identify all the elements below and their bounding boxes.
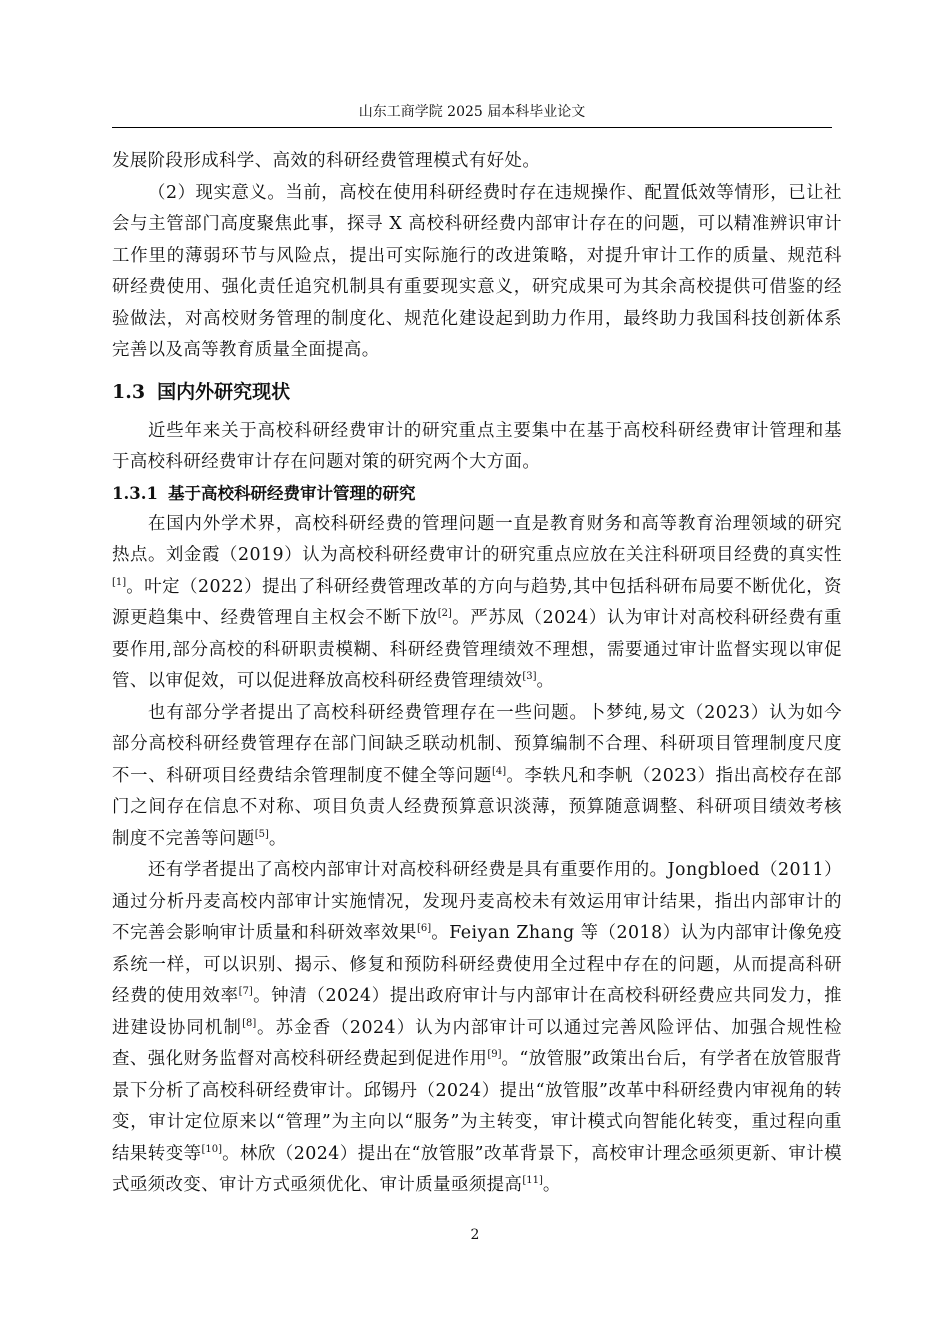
citation-ref: [1] [112, 576, 127, 588]
citation-ref: [11] [522, 1175, 543, 1187]
text-run: 在国内外学术界，高校科研经费的管理问题一直是教育财务和高等教育治理领域的研究热点。刘金霞（2019）认为高校科研经费审计的研究重点应放在关注科研项目经费的真实性 [112, 513, 842, 565]
section-title: 国内外研究现状 [157, 380, 291, 403]
section-heading [112, 374, 842, 410]
text-run: 。钟清（2024）提出政府审计与内部审计在高校科研经费应共同发力，推进建设协同机制 [112, 986, 843, 1038]
text-run: 。苏金香（2024）认为内部审计可以通过完善风险评估、加强合规性检查、强化财务监督对高校科研经费起到促进作用 [112, 1017, 842, 1069]
text-run: 也有部分学者提出了高校科研经费管理存在一些问题。卜梦纯,易文（2023）认为如今部分高校科研经费管理存在部门间缺乏联动机制、预算编制不合理、科研项目管理制度尺度不一、科研项目经费结余管理制度不健全等问题 [112, 702, 842, 786]
citation-ref: [5] [254, 828, 269, 840]
citation-ref: [3] [522, 671, 537, 683]
page-number: 2 [470, 1227, 480, 1243]
body-text [112, 146, 842, 1202]
citation-ref: [2] [437, 608, 452, 620]
text-run: 。 [542, 1175, 561, 1195]
citation-ref: [10] [201, 1143, 223, 1155]
text-run: 。林欣（2024）提出在“放管服”改革背景下，高校审计理念亟须更新、审计模式亟须改变、审计方式亟须优化、审计质量亟须提高 [112, 1143, 842, 1195]
text-run: 。Feiyan Zhang 等（2018）认为内部审计像免疫系统一样，可以识别、揭示、修复和预防科研经费使用全过程中存在的问题，从而提高科研经费的使用效率 [112, 923, 842, 1006]
section-number: 1.3 [112, 380, 146, 403]
text-run: 。叶定（2022）提出了科研经费管理改革的方向与趋势,其中包括科研布局要不断优化，资源更趋集中、经费管理自主权会不断下放 [112, 576, 842, 628]
header-rule [112, 127, 832, 128]
text-run: 。 [536, 671, 555, 691]
text-run: 还有学者提出了高校内部审计对高校科研经费是具有重要作用的。Jongbloed（2011）通过分析丹麦高校内部审计实施情况，发现丹麦高校未有效运用审计结果，指出内部审计的不完善会影响审计质量和科研效率效果 [112, 860, 842, 943]
citation-ref: [7] [238, 986, 253, 998]
running-header: 山东工商学院 2025 届本科毕业论文 [358, 104, 586, 120]
citation-ref: [6] [416, 923, 432, 935]
text-run: 。严苏凤（2024）认为审计对高校科研经费有重要作用,部分高校的科研职责模糊、科研经费管理绩效不理想，需要通过审计监督实现以审促管、以审促效，可以促进释放高校科研经费管理绩效 [112, 608, 842, 691]
citation-ref: [4] [492, 765, 507, 777]
paragraph-continuation: 发展阶段形成科学、高效的科研经费管理模式有好处。 [112, 151, 541, 171]
citation-ref: [9] [487, 1049, 502, 1061]
subsection-title: 基于高校科研经费审计管理的研究 [167, 483, 416, 503]
citation-ref: [8] [242, 1017, 257, 1029]
text-run: 。“放管服”政策出台后，有学者在放管服背景下分析了高校科研经费审计。邱锡丹（2024）提出“放管服”改革中科研经费内审视角的转变，审计定位原来以“管理”为主向以“服务”为主转变，审计模式向智能化转变，重过程向重结果转变等 [112, 1049, 842, 1164]
paragraph-domestic-research [112, 509, 842, 698]
paragraph-practical-significance: （2）现实意义。当前，高校在使用科研经费时存在违规操作、配置低效等情形，已让社会与主管部门高度聚焦此事，探寻 X 高校科研经费内部审计存在的问题，可以精准辨识审计工作里的薄弱环节与风险点，提出可实际施行的改进策略，对提升审计工作的质量、规范科研经费使用、强化责任追究机制具有重要现实意义，研究成果可为其余高校提供可借鉴的经验做法，对高校财务管理的制度化、规范化建设起到助力作用，最终助力我国科技创新体系完善以及高等教育质量全面提高。 [112, 182, 842, 360]
subsection-number: 1.3.1 [112, 483, 158, 503]
text-run: 。 [268, 828, 287, 849]
paragraph-internal-audit [112, 855, 842, 1202]
subsection-heading [112, 479, 842, 509]
paragraph-management-problems [112, 698, 842, 856]
text-run: 。李轶凡和李帆（2023）指出高校存在部门之间存在信息不对称、项目负责人经费预算意识淡薄，预算随意调整、科研项目绩效考核制度不完善等问题 [112, 765, 843, 849]
paragraph-section-intro: 近些年来关于高校科研经费审计的研究重点主要集中在基于高校科研经费审计管理和基于高校科研经费审计存在问题对策的研究两个大方面。 [112, 420, 842, 472]
